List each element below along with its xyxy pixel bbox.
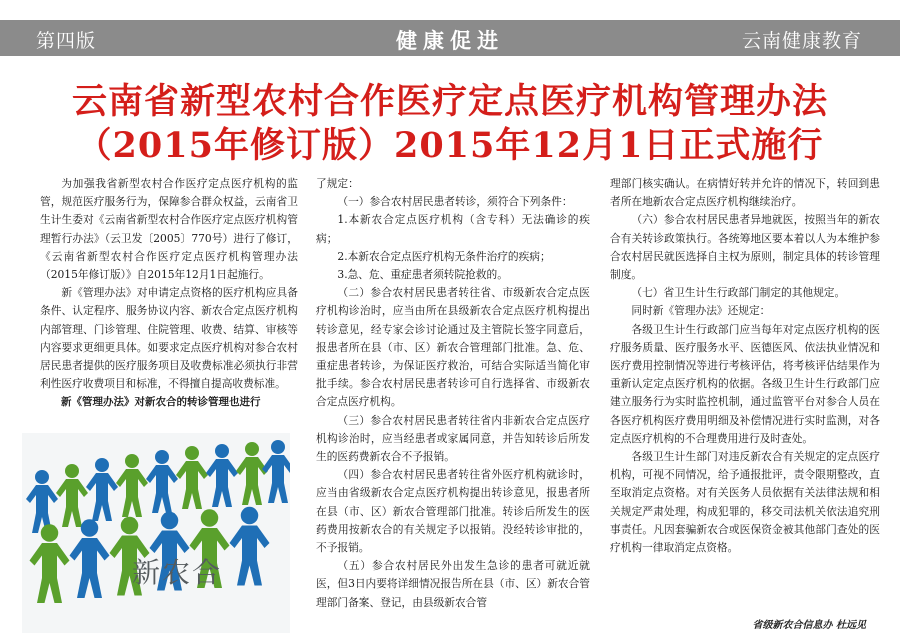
illustration-people-chain: [22, 433, 290, 633]
edition-label: 第四版: [36, 30, 97, 52]
paragraph: 了规定：: [316, 177, 359, 190]
paper-name: 云南健康教育: [741, 30, 862, 52]
paragraph: （三）参合农村居民患者转往省内非新农合定点医疗机构诊治时，应当经患者或家属同意，并告知转诊后所发生的医药费新农合不予报销。: [316, 413, 590, 464]
paragraph: 1.本新农合定点医疗机构（含专科）无法确诊的疾病；: [316, 213, 590, 245]
paragraph: 各级卫生计生行政部门应当每年对定点医疗机构的医疗服务质量、医疗服务水平、医德医风、依法执业情况和医疗费用控制情况等进行考核评估，将考核评估结果作为重新认定定点医疗机构的依据。各级卫生计生行政部门应建立服务行为实时监控机制，通过监管平台对参合人员在各医疗机构医疗费用明细及补偿情况进行实时监测，对各定点医疗机构的不合理费用进行及时查处。: [610, 322, 880, 445]
headline-line2: （2015年修订版）2015年12月1日正式施行: [76, 125, 824, 166]
paragraph: （二）参合农村居民患者转往省、市级新农合定点医疗机构诊治时，应当由所在县级新农合定点医疗机构提出转诊意见，经专家会诊讨论通过及主管院长签字同意后，报患者所在县（市、区）新农合管理部门批准。急、危、重症患者转诊，为保证医疗救治，可结合实际适当简化审批手续。参合农村居民患者转诊可自行选择省、市级新农合定点医疗机构。: [316, 286, 590, 409]
paragraph: （七）省卫生计生行政部门制定的其他规定。: [631, 286, 846, 300]
subhead: 新《管理办法》对新农合的转诊管理也进行: [61, 396, 261, 409]
paragraph: （五）参合农村居民外出发生急诊的患者可就近就医，但3日内要将详细情况报告所在县（市、区）新农合管理部门备案、登记，由县级新农合管: [316, 559, 590, 609]
paragraph: 2.本新农合定点医疗机构无条件治疗的疾病；: [337, 249, 551, 263]
paragraph: 为加强我省新型农村合作医疗定点医疗机构的监管，规范医疗服务行为，保障参合群众权益，云南省卫生计生委对《云南省新型农村合作医疗定点医疗机构管理暂行办法》（云卫发〔2005〕770号）进行了修订，《云南省新型农村合作医疗定点医疗机构管理办法（2015年修订版）》自2015年12月1日起施行。: [40, 177, 298, 282]
article-column-2: [316, 175, 590, 612]
paragraph: （一）参合农村居民患者转诊，须符合下列条件：: [337, 195, 573, 209]
paragraph: 新《管理办法》对申请定点资格的医疗机构应具备条件、认定程序、服务协议内容、新农合定点医疗机构内部管理、门诊管理、住院管理、收费、结算、审核等内容要求更细更具体。如要求定点医疗机构对参合农村居民患者提供的医疗服务项目及收费标准必须执行非营利性医疗收费项目和标准，不得擅自提高收费标准。: [40, 286, 298, 391]
people-chain-icon: [22, 433, 290, 633]
paragraph: （六）参合农村居民患者异地就医，按照当年的新农合有关转诊政策执行。各统筹地区要本着以人为本维护参合农村居民就医选择自主权为原则，制定具体的转诊管理制度。: [610, 213, 880, 282]
author-byline: 省级新农合信息办 杜远见: [752, 620, 866, 631]
paragraph: （四）参合农村居民患者转往省外医疗机构就诊时，应当由省级新农合定点医疗机构提出转诊意见，报患者所在县（市、区）新农合管理部门批准。转诊后所发生的医药费用按新农合的有关规定予以报销。没经转诊审批的，不予报销。: [316, 468, 590, 555]
headline-line1: 云南省新型农村合作医疗定点医疗机构管理办法: [71, 81, 828, 122]
paragraph: 各级卫生计生部门对违反新农合有关规定的定点医疗机构，可视不同情况，给予通报批评，责令限期整改，直至取消定点资格。对有关医务人员依据有关法律法规和相关规定严肃处理，构成犯罪的，移交司法机关依法追究刑事责任。凡因套骗新农合或医保资金被其他部门查处的医疗机构一律取消定点资格。: [610, 450, 880, 555]
paragraph: 3.急、危、重症患者须转院抢救的。: [337, 268, 508, 282]
article-column-1: [40, 175, 298, 412]
illustration-label: 新农合: [132, 556, 223, 589]
paragraph: 理部门核实确认。在病情好转并允许的情况下，转回到患者所在地新农合定点医疗机构继续治疗。: [610, 177, 880, 209]
section-banner: [0, 20, 900, 56]
article-column-3: [610, 175, 880, 557]
section-title: 健康促进: [396, 29, 504, 53]
paragraph: 同时新《管理办法》还规定：: [631, 304, 771, 318]
